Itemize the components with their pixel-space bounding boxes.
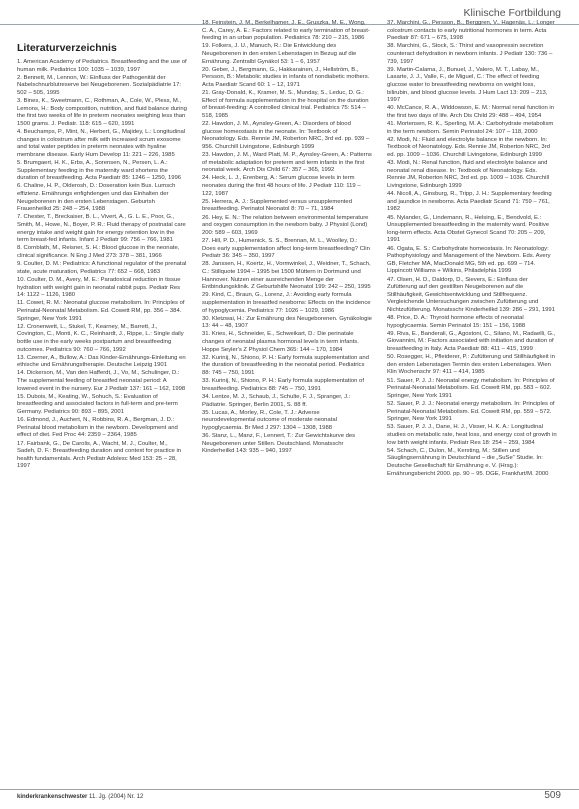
reference-column-1: [17, 59, 187, 472]
reference-entry: 8. Cornblath, M., Reisner, S. H.: Blood glucose in the neonate, clinical significance. N Eng J Med 273: 378 – 381, 1966: [17, 245, 180, 259]
reference-entry: 12. Cronenwett, L., Stukel, T., Kearney, M., Barrett, J., Covington, C., Monti, K. C., Reinhardt, J., Rippe, L.: Single daily bottle use in the early weeks postpartum and breastfeeding outcomes. Pediatrics 90: 760 – 766, 1992: [17, 323, 184, 353]
reference-entry: 51. Sauer, P. J. J.: Neonatal energy metabolism. In: Principles of Perinatal-Neonatal Metabolism. Ed. Cowett RM, pp. 583 – 602. Springer, New York 1991: [387, 377, 555, 399]
reference-entry: 24. Heck, L. J., Erenberg, A.: Serum glucose levels in term neonates during the first 48 hours of life. J Pediatr 110: 119 – 122, 1987: [202, 175, 361, 197]
reference-entry: 3. Bines, K., Sweetmann, C., Rothman, A., Cole, W., Pless, M., Lemons, H.: Body composition, nutrition, and fluid balance during the first two weeks of life in preterm neonates weighing less than 1500 grams. J. Pediatr. 118: 615 – 620, 1991: [17, 98, 187, 127]
reference-column-3: [387, 20, 557, 479]
reference-entry: 21. Gray-Donald, K., Kramer, M. S., Munday, S., Leduc, D. G.: Effect of formula supplementation in the hospital on the duration of breast-feeding: A controlled clinical trial. Pediatrics 75: 514 – 518, 1985: [202, 90, 369, 119]
reference-entry: 47. Olsen, H. D., Daldorp, D., Sievers, E.: Einfluss der Zufütterung auf den gestillten Neugeborenen auf die Stillhäufigkeit, Gewichtsentwicklung und Stillfrequenz. Vergleichende Untersuchungen zwischen Zufütterung und Nichtzufütterung. Monatsschr Kinderheilkd 139: 286 – 291, 1991: [387, 276, 555, 313]
reference-entry: 9. Coulter, D. M.: Pediatrics: A functional regulator of the prenatal state, acute maturation, Pediatrics 77: 652 – 668, 1983: [17, 261, 187, 275]
reference-column-2: [202, 20, 372, 457]
reference-entry: 34. Lentze, M. J., Schaub, J., Schulte, F. J., Spranger, J.: Pädiatrie. Springer, Berlin 2001, S. 88 ff.: [202, 394, 351, 408]
reference-entry: 20. Geber, J., Bergmann, G., Hakkarainen, J., Hellström, B., Persson, B.: Metabolic studies in infants of nondiabetic mothers. Acta Paediatr Scand 60: 1 – 12, 1971: [202, 66, 370, 88]
reference-entry: 29. Kind, C., Braun, G., Lorenz, J.: Avoiding early formula supplementation in breastfed newborns: Effects on the incidence of hypoglycemia. Pediatrics 77: 1026 – 1029, 1986: [202, 292, 371, 314]
reference-entry: 36. Stanz, L., Manz, F., Lennert, T.: Zur Gewichtskurve des Neugeborenen unter Stillen. Deutschland. Monatsschr Kinderheilkd 143: 935 – 940, 1997: [202, 433, 356, 455]
reference-entry: 32. Kurinij, N., Shiono, P. H.: Early formula supplementation and the duration of breastfeeding in the neonatal period. Pediatrics 88: 745 – 750, 1991: [202, 354, 369, 377]
page-title: Literaturverzeichnis: [17, 42, 117, 54]
reference-entry: 42. Modi, N.: Fluid and electrolyte balance in the newborn. In: Textbook of Neonatology. Eds. Rennie JM, Roberton NRC, 3rd ed. pp. 1009 – 1036. Churchill Livingstone, Edinburgh 1999: [387, 136, 550, 159]
footer-journal-name: kinderkrankenschwester: [17, 794, 88, 800]
reference-entry: 31. Kries, H., Schneider, E., Schweikart, D.: Die perinatale changes of neonatal plasma hormonal levels in term infants. Hoppe Seyler's Z Physiol Chem 365: 144 – 170, 1984: [202, 331, 359, 353]
footer-issue: 11. Jg. (2004) Nr. 12: [89, 794, 144, 800]
reference-entry: 44. Nicoll, A., Ginsburg, R., Tripp, J. H.: Supplementary feeding and jaundice in newborns. Acta Paediatr Scand 71: 759 – 761, 1982: [387, 191, 552, 213]
reference-entry: 35. Lucas, A., Morley, R., Cole, T. J.: Adverse neurodevelopmental outcome of moderate neonatal hypoglycaemia. Br Med J 297: 1304 – 1308, 1988: [202, 409, 337, 431]
reference-entry: 30. Kletzwai, H.: Zur Ernährung des Neugeborenen. Gynäkologie 13: 44 – 48, 1907: [202, 315, 372, 330]
reference-entry: 49. Riva, E., Banderali, G., Agostoni, C., Silano, M., Radaelli, G., Giovannini, M.: Factors associated with initiation and duration of breastfeeding in Italy. Acta Paediatr 88: 411 – 415, 1999: [387, 330, 556, 353]
reference-entry: 7. Chester, T., Breckaiser, B. L., Vivert, A., G. L. E., Poor, G., Smith, M., Howe, N., Boyer, P. R.: Fluid therapy of postnatal care energy intake and weight gain for energy retention low in the term breast-fed infants. Infant J Pediatr 99: 756 – 766, 1981: [17, 214, 186, 244]
reference-entry: 14. Dickerson, M., Van den Hafferdt, J., Vo, M., Schulinger, D.: The supplemental feeding of breastfed neonatal period: A lowered event in the nursery. Eur J Pediatr 137: 161 – 162, 1998: [17, 370, 186, 392]
reference-entry: 18. Feinstein, J. M., Berkelhamer, J. E., Gruszka, M. E., Wong, C. A., Carey, A. E.: Factors related to early termination of breast-feeding in an urban population. Pediatrics 78: 210 – 215, 1986: [202, 20, 370, 42]
reference-entry: 23. Hawdon, J. M., Ward Platt, M. P., Aynsley-Green, A.: Patterns of metabolic adaptation for preterm and term infants in the first neonatal week. Arch Dis Child 67: 357 – 365, 1992: [202, 152, 372, 174]
reference-entry: 41. Mortensen, R. K., Sperling, M. A.: Carbohydrate metabolism in the term newborn. Semin Perinatol 24: 107 – 118, 2000: [387, 121, 554, 135]
reference-entry: 43. Modi, N.: Renal function, fluid and electrolyte balance and neonatal renal disease. In: Textbook of Neonatology. Eds. Rennie JM, Roberton NRC, 3rd ed. pp. 1009 – 1036. Churchill Livingstone, Edinburgh 1999: [387, 160, 550, 190]
reference-entry: 26. Hey, E. N.: The relation between environmental temperature and oxygen consumption in the newborn baby. J Physiol (Lond) 200: 589 – 603, 1969: [202, 214, 369, 236]
page-number: 509: [544, 790, 561, 801]
reference-entry: 19. Folkers, J. U., Manuch, R.: Die Entwicklung des Neugeborenen in den ersten Lebenstagen in Bezug auf die Ernährung. Zentralbl Gynäkol 53: 1 – 6, 1957: [202, 43, 357, 65]
reference-entry: 45. Nylander, G., Lindemann, R., Helsing, E., Bendvold, E.: Unsupplemented breastfeeding in the maternity ward. Positive long-term effects. Acta Obstet Gynecol Scand 70: 205 – 209, 1991: [387, 214, 550, 244]
reference-entry: 11. Cowet, R. M.: Neonatal glucose metabolism. In: Principles of Perinatal-Neonatal Metabolism. Ed. Cowett RM, pp. 356 – 384. Springer, New York 1991: [17, 300, 185, 322]
reference-entry: 15. Dubois, M., Keating, W., Sohuch, S.: Evaluation of breastfeeding and associated factors in full-term and pre-term Germany. Pediatrics 90: 893 – 895, 2001: [17, 393, 178, 416]
reference-entry: 13. Czerner, A., Bullow, A.: Das Kinder-Ernährungs-Einleitung en ethische und Ernährungstherapie. Deutsche Leipzig 1901: [17, 354, 186, 369]
reference-entry: 1. American Academy of Pediatrics. Breastfeeding and the use of human milk. Pediatrics 100: 1035 – 1039, 1997: [17, 59, 187, 73]
reference-entry: 2. Bennett, M., Lennon, W.: Einfluss der Pathogenität der Nabelschnurblutreserve bei Neugeborenen. Sozialpädiatrie 17: 502 – 505, 1995: [17, 74, 182, 96]
reference-entry: 10. Coulter, D. M., Avery, M. E.: Paradoxical reduction in tissue hydration with weight gain in neonatal rabbit pups. Pediatr Res 14: 1122 – 1126, 1980: [17, 276, 181, 299]
reference-entry: 27. Hill, P. D., Humenick, S. S., Brennan, M. L., Woolley, D.: Does early supplementation affect long-term breastfeeding? Clin Pediatr 36: 345 – 350, 1997: [202, 237, 370, 260]
reference-entry: 54. Schach, C., Dulon, M., Kersting, M.: Stillen und Säuglingsernährung in Deutschland – die „SuSe“ Studie. In: Deutsche Gesellschaft für Ernährung e. V. (Hrsg.): Ernährungsbericht 2000. pp. 90 – 95. DGE, Frankfurt/M. 2000: [387, 447, 549, 477]
reference-entry: 50. Rosegger, H., Pfleiderer, P.: Zufütterung und Stillhäufigkeit in den ersten Lebenstagen Termin des ersten Lebenstages. Wien Klin Wochenschr 97: 411 – 414, 1985: [387, 354, 555, 376]
reference-entry: 53. Sauer, P. J. J., Dane, H. J., Visser, H. K. A.: Longitudinal studies on metabolic rate, heat loss, and energy cost of growth in low birth weight infants. Pediatr Res 18: 254 – 259, 1984: [387, 424, 557, 446]
footer-rule: [0, 789, 579, 790]
reference-entry: 33. Kurinij, N., Shiono, P. H.: Early formula supplementation of breastfeeding. Pediatrics 88: 745 – 750, 1991: [202, 378, 364, 392]
reference-entry: 38. Marchini, G., Stock, S.: Thirst and vasopressin secretion counteract dehydration in newborn infants. J Pediatr 130: 736 – 739, 1997: [387, 43, 553, 65]
reference-entry: 48. Price, D. A.: Thyroid hormone effects of neonatal hypoglycaemia. Semin Perinatol 15: 151 – 156, 1988: [387, 315, 526, 329]
reference-entry: 52. Sauer, P. J. J.: Neonatal energy metabolism. In: Principles of Perinatal-Neonatal Metabolism. Ed. Cowett RM, pp. 559 – 572. Springer, New York 1991: [387, 401, 555, 423]
reference-entry: 39. Martin-Calama, J., Bunuel, J., Valero, M. T., Labay, M., Lasarte, J. J., Valle, F., de Miguel, C.: The effect of feeding glucose water to breastfeeding newborns on weight loss, bilirubin, and blood glucose levels. J Hum Lact 13: 209 – 213, 1997: [387, 66, 548, 104]
reference-entry: 22. Hawdon, J. M., Aynsley-Green, A.: Disorders of blood glucose homeostasis in the neonate. In: Textbook of Neonatology. Eds. Rennie JM, Roberton NRC, 3rd ed. pp. 939 – 956. Churchill Livingstone, Edinburgh 1999: [202, 121, 370, 150]
reference-entry: 6. Chaline, H. P., Olderosh, D.: Doseration kein Bus. Lumsch effizienz. Ernährungs enfighdengen und das Einhalten der Neugeborenen in den ersten Lebenstagen. Geburtsh Frauenheilkd 25: 248 – 254, 1988: [17, 183, 176, 213]
reference-entry: 5. Brumgaert, H. K., Erbs, A., Sorensen, N., Persen, L. A.: Supplementary feeding in the maternity ward shortens the duration of breastfeeding. Acta Paediatr 85: 1246 – 1250, 1996: [17, 160, 182, 182]
reference-entry: 25. Herrera, A. J.: Supplemented versus unsupplemented breastfeeding. Perinatol Neonatol 8: 70 – 71, 1984: [202, 198, 352, 213]
footer-journal-info: [17, 794, 143, 800]
reference-entry: 4. Beuchamps, P., Mint, N., Herbert, G., Majidey, L.: Longitudinal changes in colostrum after milk with increased scrum exosome and total water peptides in preterm neonates with hyaline membrane disease. Early Hum Develop 11: 221 – 226, 1985: [17, 129, 186, 158]
reference-entry: 17. Fairbank, G., De Carolis, A., Wacht, M. J., Coulter, M., Sadeh, D. F.: Breastfeeding duration and context for practice in health fundamentals. Arch Pediatr Adolesc Med 153: 25 – 28, 1997: [17, 440, 182, 470]
reference-entry: 46. Ogata, E. S.: Carbohydrate homeostasis. In: Neonatology: Pathophysiology and Management of the Newborn. Eds. Avery GB, Fletcher MA, MacDonald MG, 5th ed. pp. 699 – 714. Lippincott Williams + Wilkins, Philadelphia 1999: [387, 245, 551, 275]
header-section-label: Klinische Fortbildung: [463, 7, 561, 19]
reference-entry: 40. McCance, R. A., Widdowson, E. M.: Normal renal function in the first two days of life. Arch Dis Child 29: 488 – 494, 1954: [387, 105, 554, 119]
reference-entry: 16. Edmond, J., Auchert, N., Robbins, R. A., Bergman, J. D.: Perinatal blood metabolism in the newborn. Development and effect of diet. Fed Proc 44: 2359 – 2364, 1985: [17, 417, 178, 439]
reference-entry: 37. Marchini, G., Persson, B., Berggren, V., Hagenäs, L.: Longer colostrum contacts to early nutritional hormones in term. Acta Paediatr 87: 671 – 675, 1998: [387, 20, 555, 42]
reference-entry: 28. Janssen, H., Koertz, H., Vormwinkel, J., Weidner, T., Schach, C.: Stillquote 1994 – 1995 bei 1500 Müttern in Dortmund und Hannover. Nutzen einer ausreichenden Menge der Entbindungsklinik. Z Geburtshilfe Neonatol 199: 242 – 250, 1995: [202, 261, 371, 291]
